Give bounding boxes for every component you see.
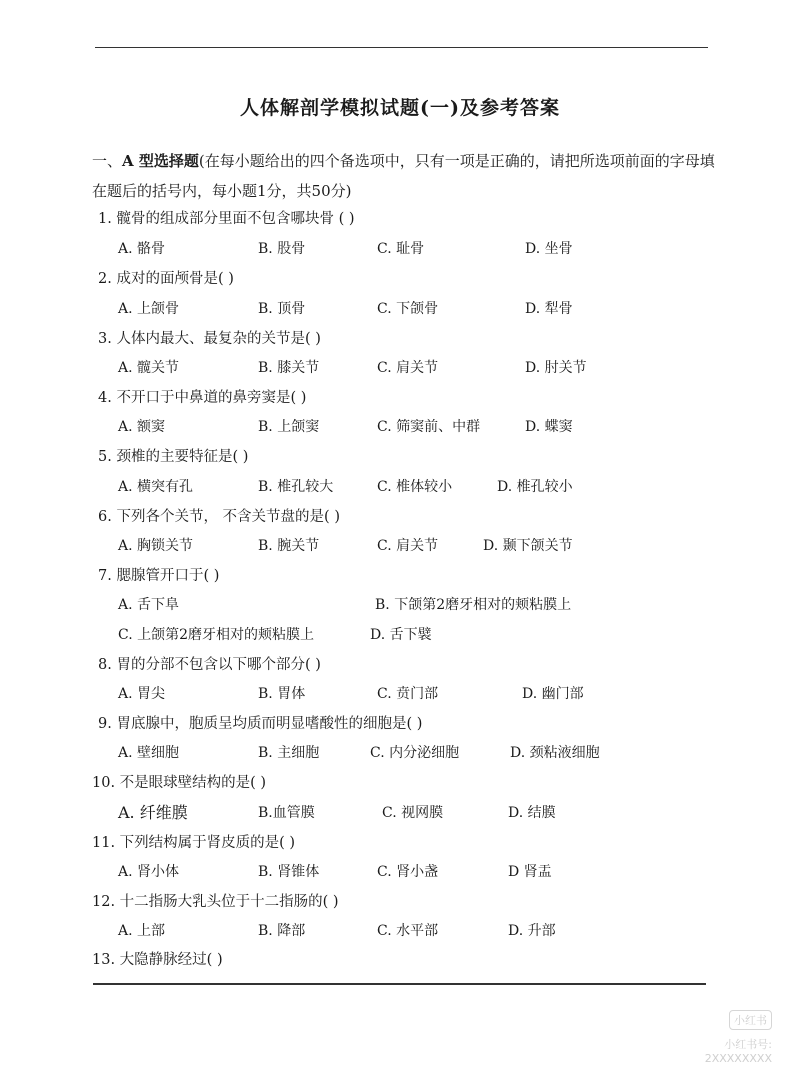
question-text: 十二指肠大乳头位于十二指肠的( <box>119 894 329 910</box>
question-text: 大隐静脉经过( <box>119 952 213 968</box>
option-b: B. 股骨 <box>258 241 306 257</box>
option-c: C. 椎体较小 <box>377 479 453 495</box>
answer-bracket: ) <box>238 449 249 465</box>
question-2 <box>98 267 234 288</box>
top-rule <box>95 47 708 48</box>
question-text: 下列结构属于肾皮质的是( <box>119 835 285 851</box>
answer-bracket: ( ) <box>338 211 355 227</box>
question-text: 颈椎的主要特征是( <box>116 449 239 465</box>
question-number: 7. <box>98 568 112 584</box>
watermark-badge: 小红书 <box>729 1010 772 1030</box>
answer-bracket: ) <box>255 775 267 791</box>
page-title: 人体解剖学模拟试题(一)及参考答案 <box>240 97 560 119</box>
option-b: B. 主细胞 <box>258 745 320 761</box>
option-d: D. 蝶窦 <box>525 419 573 435</box>
option-b: B. 上颌窦 <box>258 419 320 435</box>
option-a: A. 横突有孔 <box>118 479 194 495</box>
option-d: D. 坐骨 <box>525 241 573 257</box>
option-b: B. 降部 <box>258 923 306 939</box>
section-instructions <box>92 146 722 206</box>
option-c: C. 贲门部 <box>377 686 439 702</box>
option-b: B. 腕关节 <box>258 538 320 554</box>
question-number: 10. <box>92 775 116 791</box>
question-8 <box>98 653 321 674</box>
watermark-id: 小红书号: 2XXXXXXXX <box>704 1038 772 1065</box>
question-5 <box>98 445 248 466</box>
question-text: 不开口于中鼻道的鼻旁窦是( <box>116 390 297 406</box>
question-7 <box>98 564 219 585</box>
option-d: D. 舌下襞 <box>370 627 432 643</box>
question-text: 成对的面颅骨是( <box>116 271 224 287</box>
answer-bracket: ) <box>284 835 296 851</box>
option-c: C. 水平部 <box>377 923 439 939</box>
option-c: C. 内分泌细胞 <box>370 745 460 761</box>
question-number: 8. <box>98 657 112 673</box>
option-b: B. 膝关节 <box>258 360 320 376</box>
option-a: A. 上部 <box>118 923 166 939</box>
option-d: D. 颈粘液细胞 <box>510 745 600 761</box>
question-13 <box>92 948 223 969</box>
option-b: B.血管膜 <box>258 805 315 821</box>
option-c: C. 耻骨 <box>377 241 425 257</box>
question-text: 胃底腺中，胞质呈均质而明显嗜酸性的细胞是( <box>116 716 413 732</box>
option-d: D. 幽门部 <box>522 686 584 702</box>
section-prefix: 一、 <box>92 152 123 170</box>
question-text: 下列各个关节， 不含关节盘的是( <box>116 509 330 525</box>
section-type: A 型选择题 <box>122 152 199 170</box>
question-4 <box>98 386 306 407</box>
question-number: 3. <box>98 331 112 347</box>
answer-bracket: ) <box>296 390 307 406</box>
option-b: B. 椎孔较大 <box>258 479 334 495</box>
option-c: C. 肩关节 <box>377 538 439 554</box>
option-d: D. 椎孔较小 <box>497 479 573 495</box>
option-c: C. 肾小盏 <box>377 864 439 880</box>
question-3 <box>98 327 321 348</box>
option-d: D. 肘关节 <box>525 360 587 376</box>
option-a: A. 胃尖 <box>118 686 166 702</box>
option-c: C. 筛窦前、中群 <box>377 419 481 435</box>
question-text: 胃的分部不包含以下哪个部分( <box>116 657 311 673</box>
question-number: 12. <box>92 894 116 910</box>
answer-bracket: ) <box>329 509 340 525</box>
question-11 <box>92 831 295 852</box>
question-1 <box>98 207 355 228</box>
question-text: 人体内最大、最复杂的关节是( <box>116 331 311 347</box>
option-b: B. 下颌第2磨牙相对的颊粘膜上 <box>375 597 572 613</box>
option-c: C. 肩关节 <box>377 360 439 376</box>
option-d: D. 结膜 <box>508 805 556 821</box>
option-b: B. 胃体 <box>258 686 306 702</box>
option-c: C. 视网膜 <box>382 805 444 821</box>
option-b: B. 顶骨 <box>258 301 306 317</box>
option-c: C. 上颌第2磨牙相对的颊粘膜上 <box>118 627 315 643</box>
option-a: A. 纤维膜 <box>118 803 188 822</box>
question-10 <box>92 771 266 792</box>
answer-bracket: ) <box>223 271 234 287</box>
option-a: A. 髋关节 <box>118 360 180 376</box>
option-d: D 肾盂 <box>508 864 552 880</box>
question-number: 9. <box>98 716 112 732</box>
option-a: A. 肾小体 <box>118 864 180 880</box>
question-text: 腮腺管开口于( <box>116 568 210 584</box>
question-12 <box>92 890 339 911</box>
question-text: 不是眼球壁结构的是( <box>119 775 256 791</box>
answer-bracket: ) <box>310 657 321 673</box>
question-number: 5. <box>98 449 112 465</box>
bottom-rule <box>93 983 706 985</box>
option-a: A. 壁细胞 <box>118 745 180 761</box>
option-a: A. 上颌骨 <box>118 301 180 317</box>
question-number: 4. <box>98 390 112 406</box>
answer-bracket: ) <box>328 894 339 910</box>
watermark <box>662 1010 772 1065</box>
option-a: A. 胸锁关节 <box>118 538 194 554</box>
question-number: 6. <box>98 509 112 525</box>
answer-bracket: ) <box>209 568 220 584</box>
question-6 <box>98 505 340 526</box>
answer-bracket: ) <box>212 952 223 968</box>
question-number: 2. <box>98 271 112 287</box>
option-c: C. 下颌骨 <box>377 301 439 317</box>
question-number: 13. <box>92 952 116 968</box>
answer-bracket: ) <box>412 716 423 732</box>
question-number: 11. <box>92 835 116 851</box>
option-d: D. 升部 <box>508 923 556 939</box>
question-9 <box>98 712 422 733</box>
option-b: B. 肾锥体 <box>258 864 320 880</box>
question-number: 1. <box>98 211 112 227</box>
option-d: D. 颞下颌关节 <box>483 538 573 554</box>
section-instruction: (在每小题给出的四个备选项中，只有一项是正确的，请把所选项前面的字母填在题后的括号内，每小题1分，共50分) <box>92 152 715 200</box>
option-a: A. 骼骨 <box>118 241 166 257</box>
option-d: D. 犁骨 <box>525 301 573 317</box>
answer-bracket: ) <box>310 331 321 347</box>
question-text: 髋骨的组成部分里面不包含哪块骨 <box>116 211 334 227</box>
option-a: A. 舌下阜 <box>118 597 180 613</box>
option-a: A. 额窦 <box>118 419 166 435</box>
